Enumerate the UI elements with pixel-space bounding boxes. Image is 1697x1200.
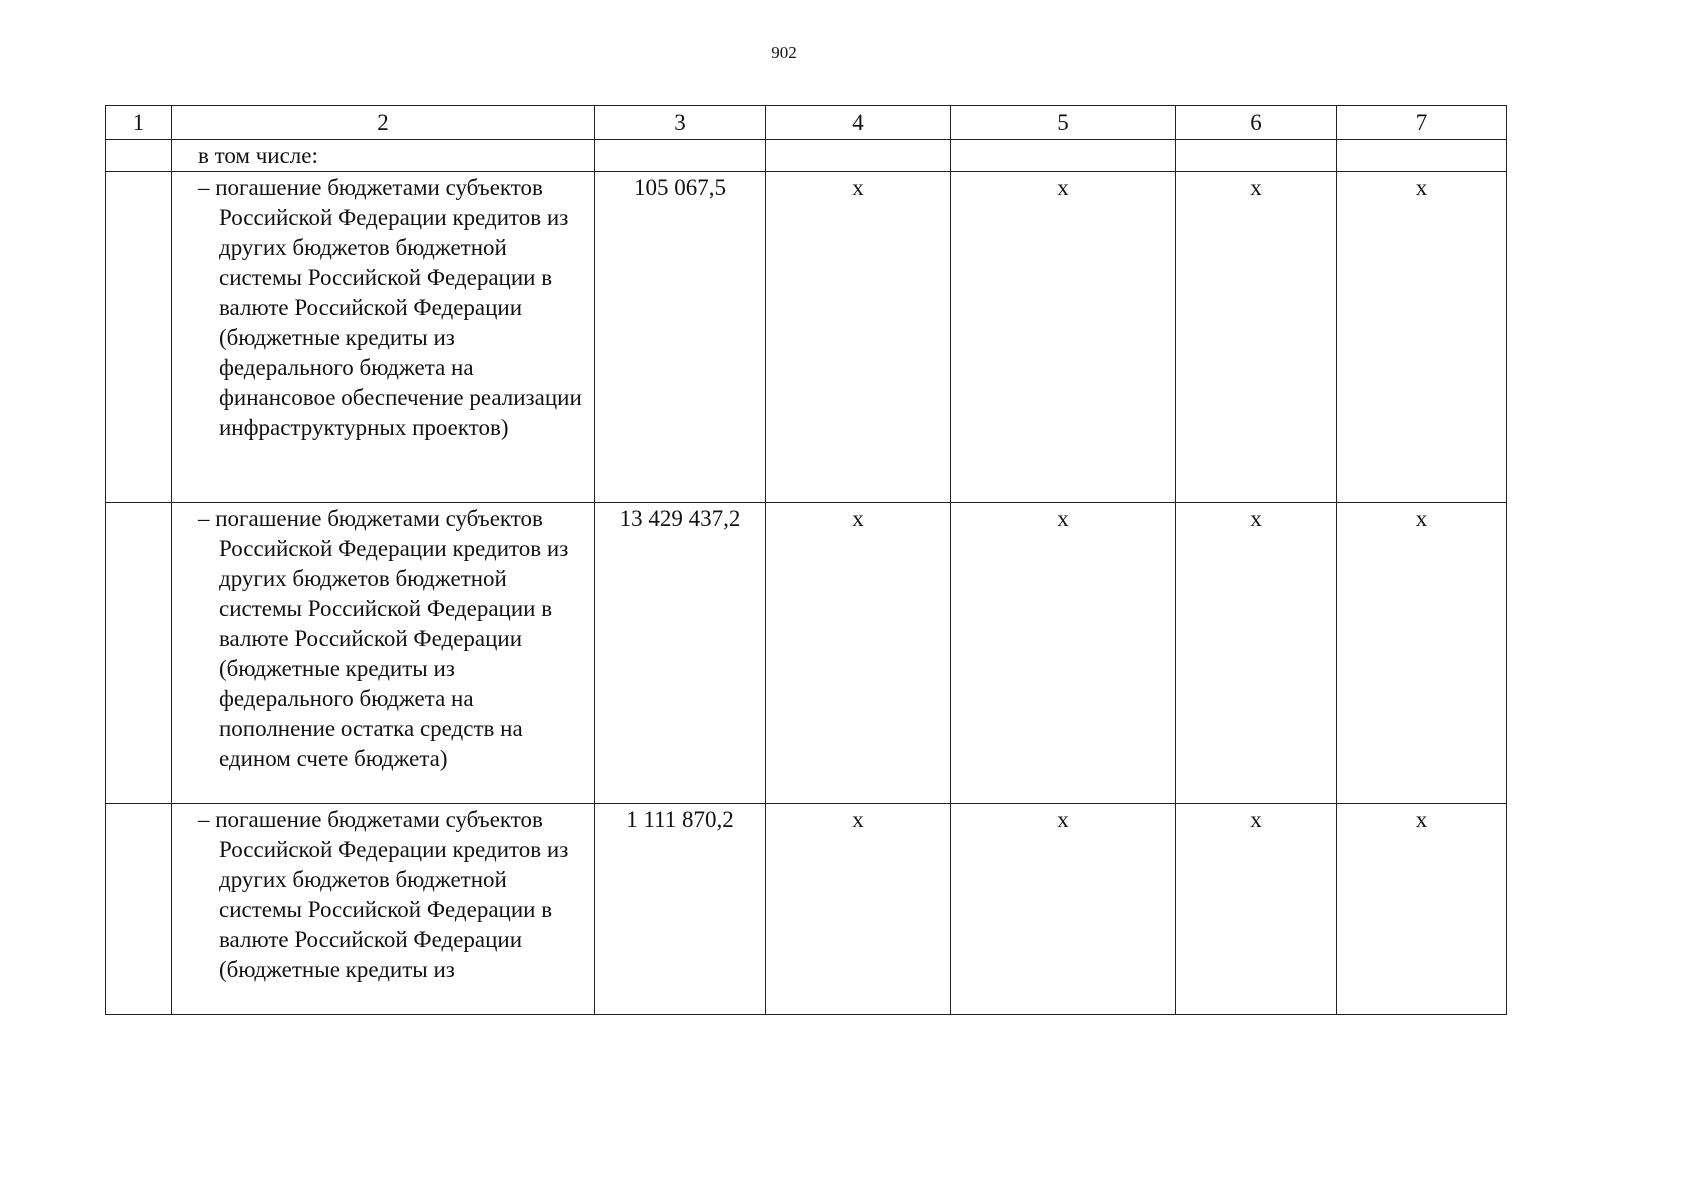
row-col6-mark: x [1176, 804, 1337, 1015]
column-header-5: 5 [951, 106, 1176, 140]
row-description: – погашение бюджетами субъектов Российской Федерации кредитов из других бюджетов бюджетной системы Российской Федерации в валюте Российской Федерации (бюджетные кредиты из федерального бюджета на пополнение остатка средств на едином счете бюджета) [198, 506, 569, 771]
table-cell-empty [1337, 140, 1507, 172]
row-description-cell [172, 172, 595, 503]
row-description: – погашение бюджетами субъектов Российской Федерации кредитов из других бюджетов бюджетной системы Российской Федерации в валюте Российской Федерации (бюджетные кредиты из [198, 807, 569, 982]
row-col4-mark: x [766, 172, 951, 503]
row-col5-mark: x [951, 172, 1176, 503]
row-description: – погашение бюджетами субъектов Российской Федерации кредитов из других бюджетов бюджетной системы Российской Федерации в валюте Российской Федерации (бюджетные кредиты из федерального бюджета на финансовое обеспечение реализации инфраструктурных проектов) [198, 175, 582, 440]
row-col5-mark: x [951, 503, 1176, 804]
column-header-1: 1 [106, 106, 172, 140]
column-header-2: 2 [172, 106, 595, 140]
table-cell-empty [595, 140, 766, 172]
row-col6-mark: x [1176, 503, 1337, 804]
table-cell-empty [106, 140, 172, 172]
column-header-4: 4 [766, 106, 951, 140]
table-row [106, 804, 1507, 1015]
row-number-cell [106, 503, 172, 804]
table-subheading-row [106, 140, 1507, 172]
page-number: 902 [771, 43, 797, 62]
row-col7-mark: x [1337, 503, 1507, 804]
table-header-row [106, 106, 1507, 140]
row-col4-mark: x [766, 804, 951, 1015]
row-col6-mark: x [1176, 172, 1337, 503]
budget-table [105, 105, 1507, 1015]
table-cell-empty [766, 140, 951, 172]
row-col4-mark: x [766, 503, 951, 804]
row-col5-mark: x [951, 804, 1176, 1015]
row-amount: 105 067,5 [595, 172, 766, 503]
table-row [106, 503, 1507, 804]
table-cell-empty [951, 140, 1176, 172]
column-header-3: 3 [595, 106, 766, 140]
row-col7-mark: x [1337, 172, 1507, 503]
row-description-cell [172, 804, 595, 1015]
table-subheading [172, 140, 595, 172]
column-header-7: 7 [1337, 106, 1507, 140]
row-amount: 1 111 870,2 [595, 804, 766, 1015]
row-col7-mark: x [1337, 804, 1507, 1015]
column-header-6: 6 [1176, 106, 1337, 140]
table-row [106, 172, 1507, 503]
row-number-cell [106, 804, 172, 1015]
table-cell-empty [1176, 140, 1337, 172]
subheading-text: в том числе: [198, 143, 318, 168]
row-number-cell [106, 172, 172, 503]
row-description-cell [172, 503, 595, 804]
row-amount: 13 429 437,2 [595, 503, 766, 804]
